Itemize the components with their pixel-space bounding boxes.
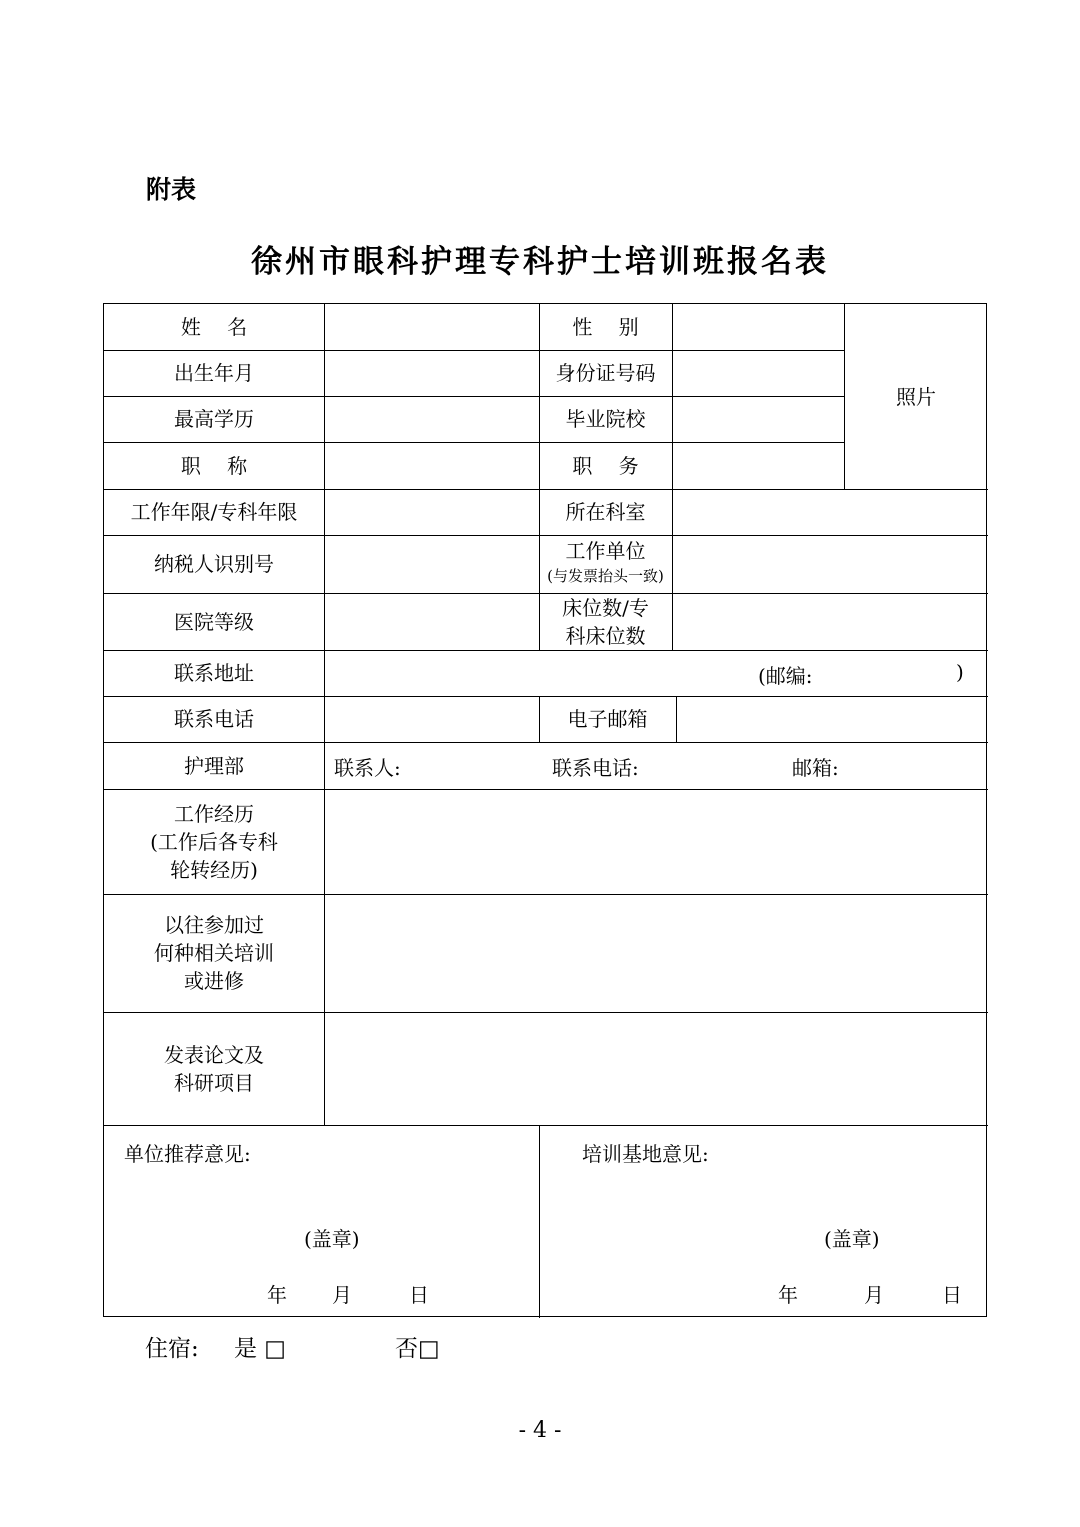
unit-seal: (盖章) [304,1227,360,1251]
phone-field[interactable] [325,697,538,741]
contact-email-label: 邮箱: [792,756,839,780]
training-field[interactable] [325,895,987,1011]
phone-label: 联系电话 [174,707,254,731]
title-rank-label: 职 称 [180,453,248,478]
postcode-field[interactable] [824,651,954,695]
unit-year: 年 [267,1283,287,1307]
work-unit-text: 工作单位 [565,539,646,563]
hospital-level-field[interactable] [325,594,538,649]
unit-day: 日 [409,1283,429,1307]
base-seal: (盖章) [824,1227,880,1251]
training-label: 以往参加过 何种相关培训 或进修 [154,913,274,993]
beds-field[interactable] [673,594,987,649]
birth-field[interactable] [325,351,538,395]
photo-box[interactable]: 照片 [896,384,936,409]
gender-field[interactable] [673,305,843,349]
contact-person-field[interactable] [414,743,544,788]
school-field[interactable] [673,397,843,441]
form-title: 徐州市眼科护理专科护士培训班报名表 [251,244,829,280]
education-label: 最高学历 [174,407,254,431]
name-field[interactable] [325,305,538,349]
work-history-label: 工作经历 (工作后各专科 轮转经历) [150,801,278,882]
beds-label: 床位数/专 科床位数 [562,595,649,648]
work-unit-field[interactable] [673,536,987,592]
unit-month: 月 [332,1283,352,1307]
registration-form [103,303,987,1317]
position-field[interactable] [673,443,843,488]
page-number: - 4 - [518,1418,562,1443]
contact-phone-label: 联系电话: [552,756,639,780]
work-unit-note: (与发票抬头一致) [547,567,664,585]
postcode-close: ) [956,660,964,684]
address-field[interactable] [325,651,745,695]
base-month: 月 [864,1283,884,1307]
address-label: 联系地址 [174,661,254,685]
unit-opinion-label: 单位推荐意见: [124,1142,251,1166]
years-label: 工作年限/专科年限 [130,500,298,524]
id-number-field[interactable] [673,351,843,395]
lodging-no-option[interactable]: 否□ [395,1336,440,1362]
years-field[interactable] [325,490,538,534]
position-label: 职 务 [572,453,639,478]
department-field[interactable] [673,490,987,534]
contact-person-label: 联系人: [334,756,401,780]
taxpayer-id-label: 纳税人识别号 [154,552,274,576]
birth-label: 出生年月 [174,361,254,385]
base-year: 年 [778,1283,798,1307]
lodging-yes-option[interactable]: 是 □ [234,1336,287,1362]
title-rank-field[interactable] [325,443,538,488]
annex-label: 附表 [146,175,197,204]
contact-email-field[interactable] [849,743,987,788]
lodging-label: 住宿: [145,1336,199,1362]
taxpayer-id-field[interactable] [325,536,538,592]
email-field[interactable] [677,697,987,741]
base-opinion-label: 培训基地意见: [582,1142,709,1166]
school-label: 毕业院校 [565,407,646,431]
id-number-label: 身份证号码 [555,361,656,385]
work-history-field[interactable] [325,790,987,893]
department-label: 所在科室 [565,500,646,524]
email-label: 电子邮箱 [567,707,648,731]
work-unit-label [539,535,672,593]
base-day: 日 [942,1283,962,1307]
postcode-open: (邮编: [758,664,813,688]
papers-field[interactable] [325,1013,987,1124]
papers-label: 发表论文及 科研项目 [164,1042,264,1095]
gender-label: 性 别 [572,315,639,339]
hospital-level-label: 医院等级 [174,609,254,634]
name-label: 姓 名 [180,315,248,339]
nursing-dept-label: 护理部 [184,753,244,778]
education-field[interactable] [325,397,538,441]
contact-phone-field[interactable] [652,743,782,788]
